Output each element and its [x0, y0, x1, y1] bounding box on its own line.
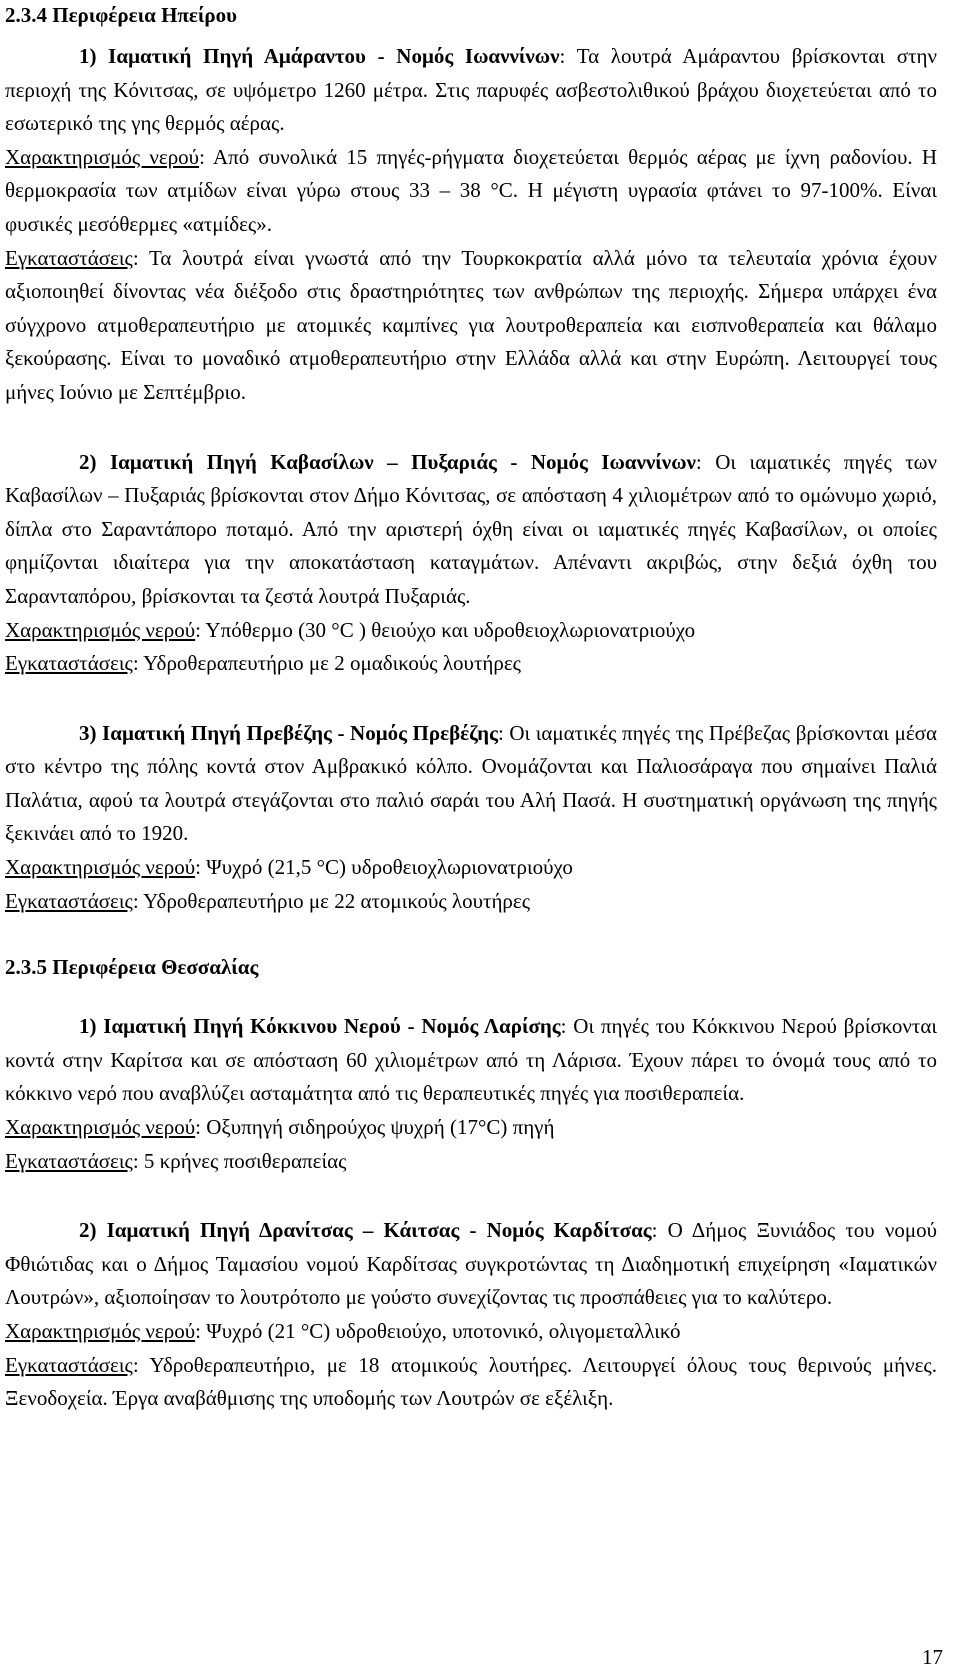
entry-text: : Οι πηγές του Κόκκινου Νερού βρίσκονται κοντά στην Καρίτσα και σε απόσταση 60 χιλιομέτρων από τη Λάρισα. Έχουν πάρει το όνομά τους από το κόκκινο νερό που αναβλύζει ασταμάτητα από τις θεραπευτικές πηγές για ποσιθεραπεία. — [5, 1014, 937, 1106]
water-label: Χαρακτηρισμός νερού — [5, 144, 200, 169]
page-number: 17 — [922, 1645, 943, 1669]
entry-title: 2) Ιαματική Πηγή Καβασίλων – Πυξαριάς - Νομός Ιωαννίνων — [79, 449, 696, 474]
entry-kavasila — [5, 446, 937, 681]
water-characteristics — [5, 141, 937, 242]
water-label: Χαρακτηρισμός νερού — [5, 1115, 196, 1140]
facilities-label: Εγκαταστάσεις — [5, 888, 133, 913]
section-heading-epirus: 2.3.4 Περιφέρεια Ηπείρου — [5, 3, 238, 27]
facilities-label: Εγκαταστάσεις — [5, 245, 133, 270]
entry-preveza — [5, 717, 937, 919]
entry-intro — [5, 40, 937, 141]
facilities — [5, 1349, 937, 1416]
water-characteristics — [5, 614, 937, 648]
water-text: : Οξυπηγή σιδηρούχος ψυχρή (17°C) πηγή — [195, 1115, 555, 1140]
water-characteristics — [5, 1111, 937, 1145]
entry-text: : Οι ιαματικές πηγές της Πρέβεζας βρίσκονται μέσα στο κέντρο της πόλης κοντά στον Αμβρακικό κόλπο. Ονομάζονται και Παλιοσάραγα που σημαίνει Παλιά Παλάτια, αφού τα λουτρά στεγάζονται στο παλιό σαράι του Αλή Πασά. Η συστηματική οργάνωση της πηγής ξεκινάει από το 1920. — [5, 720, 937, 846]
facilities-text: : Υδροθεραπευτήριο, με 18 ατομικούς λουτήρες. Λειτουργεί όλους τους θερινούς μήνες. Ξενοδοχεία. Έργα αναβάθμισης της υποδομής των Λουτρών σε εξέλιξη. — [5, 1352, 937, 1411]
water-characteristics — [5, 1315, 937, 1349]
facilities — [5, 885, 937, 919]
facilities-label: Εγκαταστάσεις — [5, 1148, 133, 1173]
entry-text: : Οι ιαματικές πηγές των Καβασίλων – Πυξαριάς βρίσκονται στον Δήμο Κόνιτσας, σε απόσταση 4 χιλιομέτρων από το ομώνυμο χωριό, δίπλα στο Σαραντάπορο ποταμό. Από την αριστερή όχθη είναι οι ιαματικές πηγές Καβασίλων, οι οποίες φημίζονται ιδιαίτερα για την αποκατάσταση καταγμάτων. Απέναντι ακριβώς, στην δεξιά όχθη του Σαρανταπόρου, βρίσκονται τα ζεστά λουτρά Πυξαριάς. — [5, 449, 937, 608]
water-text: : Υπόθερμο (30 °C ) θειούχο και υδροθειοχλωριονατριούχο — [195, 617, 696, 642]
water-characteristics — [5, 851, 937, 885]
entry-text: : Ο Δήμος Ξυνιάδος του νομού Φθιώτιδας και ο Δήμος Ταμασίου νομού Καρδίτσας συγκροτώντας τη Διαδημοτική επιχείρηση «Ιαματικών Λουτρών», αξιοποίησαν το λουτρότοπο με γούστο συνεχίζοντας τις προσπάθειες για το καλύτερο. — [5, 1218, 937, 1310]
entry-intro — [5, 1010, 937, 1111]
entry-text: : Τα λουτρά Αμάραντου βρίσκονται στην περιοχή της Κόνιτσας, σε υψόμετρο 1260 μέτρα. Στις παρυφές ασβεστολιθικού βράχου διοχετεύεται από το εσωτερικό της γης θερμός αέρας. — [5, 44, 937, 136]
water-text: : Ψυχρό (21 °C) υδροθειούχο, υποτονικό, ολιγομεταλλικό — [195, 1319, 681, 1343]
water-text: : Ψυχρό (21,5 °C) υδροθειοχλωριονατριούχο — [195, 855, 573, 880]
water-label: Χαρακτηρισμός νερού — [5, 1319, 196, 1343]
facilities-text: : 5 κρήνες ποσιθεραπείας — [132, 1148, 347, 1173]
facilities — [5, 242, 937, 410]
entry-title: 2) Ιαματική Πηγή Δρανίτσας – Κάιτσας - Νομός Καρδίτσας — [79, 1218, 652, 1243]
entry-title: 1) Ιαματική Πηγή Αμάραντου - Νομός Ιωαννίνων — [79, 44, 560, 68]
section-heading-thessaly: 2.3.5 Περιφέρεια Θεσσαλίας — [5, 955, 259, 980]
water-label: Χαρακτηρισμός νερού — [5, 855, 196, 880]
facilities-text: : Τα λουτρά είναι γνωστά από την Τουρκοκρατία αλλά μόνο τα τελευταία χρόνια έχουν αξιοποιηθεί δίνοντας νέα διέξοδο στις δραστηριότητες των ανθρώπων της περιοχής. Σήμερα υπάρχει ένα σύγχρονο ατμοθεραπευτήριο με ατομικές καμπίνες για λουτροθεραπεία και εισπνοθεραπεία και θάλαμο ξεκούρασης. Είναι το μοναδικό ατμοθεραπευτήριο στην Ελλάδα αλλά και στην Ευρώπη. Λειτουργεί τους μήνες Ιούνιο με Σεπτέμβριο. — [5, 245, 937, 404]
facilities-text: : Υδροθεραπευτήριο με 22 ατομικούς λουτήρες — [132, 888, 531, 913]
facilities-label: Εγκαταστάσεις — [5, 651, 133, 676]
facilities-label: Εγκαταστάσεις — [5, 1352, 133, 1377]
entry-intro — [5, 446, 937, 614]
entry-title: 1) Ιαματική Πηγή Κόκκινου Νερού - Νομός Λαρίσης — [79, 1014, 561, 1039]
entry-amarantos — [5, 40, 937, 410]
facilities — [5, 1145, 937, 1179]
water-label: Χαρακτηρισμός νερού — [5, 617, 196, 642]
entry-title: 3) Ιαματική Πηγή Πρεβέζης - Νομός Πρεβέζης — [79, 720, 498, 745]
entry-dranitsa — [5, 1214, 937, 1416]
entry-intro — [5, 1214, 937, 1315]
entry-intro — [5, 717, 937, 851]
page-content — [5, 0, 937, 1416]
water-text: : Από συνολικά 15 πηγές-ρήγματα διοχετεύεται θερμός αέρας με ίχνη ραδονίου. Η θερμοκρασία των ατμίδων είναι γύρω στους 33 – 38 °C. Η μέγιστη υγρασία φτάνει το 97-100%. Είναι φυσικές μεσόθερμες «ατμίδες». — [5, 144, 937, 236]
facilities — [5, 647, 937, 681]
entry-kokkino-nero — [5, 1010, 937, 1178]
facilities-text: : Υδροθεραπευτήριο με 2 ομαδικούς λουτήρες — [132, 651, 521, 676]
